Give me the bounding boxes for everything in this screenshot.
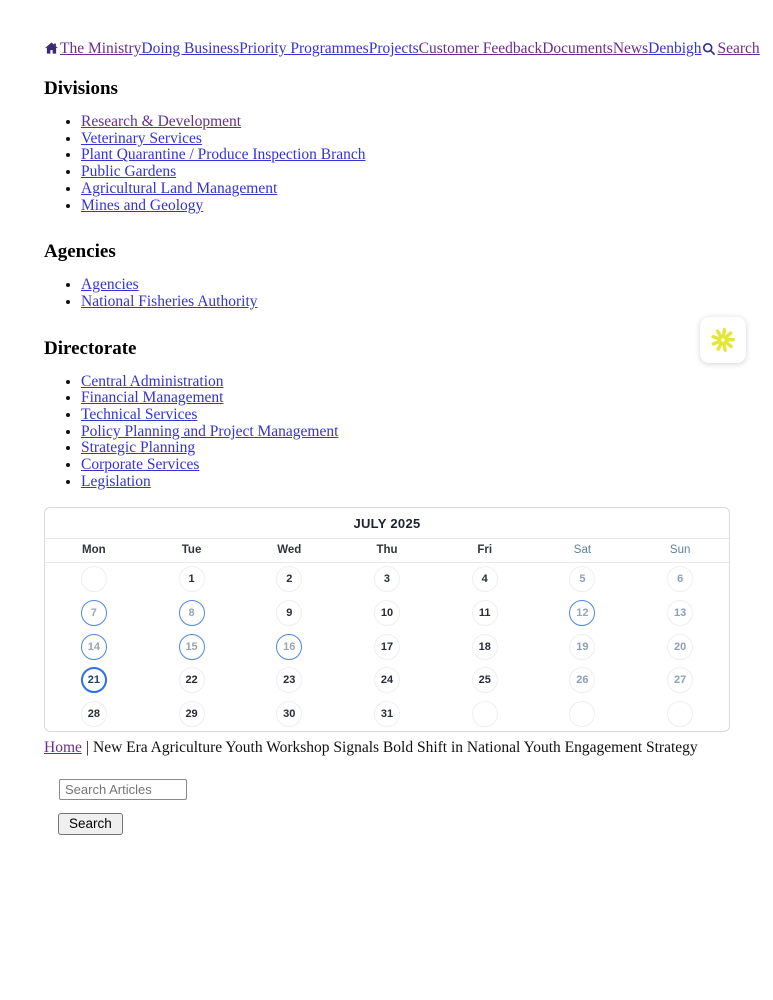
sections — [44, 78, 730, 491]
calendar-day-7[interactable]: 7 — [81, 600, 107, 626]
calendar-cell — [534, 663, 632, 697]
calendar-cell — [338, 596, 436, 630]
calendar-cell — [143, 697, 241, 731]
link-corporate-services[interactable]: Corporate Services — [81, 456, 200, 474]
calendar-cell — [45, 596, 143, 630]
list-item — [81, 181, 730, 198]
calendar-day-17[interactable]: 17 — [374, 634, 400, 660]
list-item — [81, 114, 730, 131]
events-calendar — [44, 507, 730, 732]
link-national-fisheries-authority[interactable]: National Fisheries Authority — [81, 292, 258, 310]
nav-link-news[interactable]: News — [612, 40, 649, 57]
calendar-day-22[interactable]: 22 — [179, 667, 205, 693]
list-item — [81, 164, 730, 181]
calendar-day-13[interactable]: 13 — [667, 600, 693, 626]
calendar-dayname-mon: Mon — [82, 544, 106, 557]
nav-link-projects[interactable]: Projects — [368, 40, 419, 57]
accessibility-widget-button[interactable] — [700, 317, 746, 363]
calendar-day-18[interactable]: 18 — [472, 634, 498, 660]
list-item — [81, 407, 730, 424]
calendar-cell — [143, 663, 241, 697]
calendar-day-25[interactable]: 25 — [472, 667, 498, 693]
calendar-month-title: JULY 2025 — [45, 508, 729, 539]
list-item — [81, 390, 730, 407]
calendar-day-26[interactable]: 26 — [569, 667, 595, 693]
asterisk-icon — [708, 325, 738, 355]
nav-link-customer-feedback[interactable]: Customer Feedback — [418, 40, 543, 57]
section-list-directorate — [44, 374, 730, 491]
list-item — [81, 457, 730, 474]
calendar-cell — [631, 663, 729, 697]
link-technical-services[interactable]: Technical Services — [81, 406, 198, 424]
calendar-cell — [436, 630, 534, 664]
link-policy-planning-and-project-management[interactable]: Policy Planning and Project Management — [81, 422, 339, 440]
calendar-cell — [143, 596, 241, 630]
breadcrumb-home-link[interactable]: Home — [44, 738, 82, 756]
calendar-day-24[interactable]: 24 — [374, 667, 400, 693]
calendar-cell — [338, 630, 436, 664]
link-mines-and-geology[interactable]: Mines and Geology — [81, 196, 204, 214]
breadcrumb-page-title: New Era Agriculture Youth Workshop Signals Bold Shift in National Youth Engagement Strategy — [93, 738, 698, 756]
calendar-day-31[interactable]: 31 — [374, 701, 400, 727]
link-financial-management[interactable]: Financial Management — [81, 389, 224, 407]
home-icon — [44, 41, 59, 56]
calendar-day-21[interactable]: 21 — [81, 667, 107, 693]
calendar-empty-day — [569, 701, 595, 727]
link-central-administration[interactable]: Central Administration — [81, 372, 224, 390]
calendar-cell — [240, 630, 338, 664]
section-heading-divisions: Divisions — [44, 78, 118, 100]
calendar-dayname-sun: Sun — [669, 544, 691, 557]
calendar-day-29[interactable]: 29 — [179, 701, 205, 727]
link-public-gardens[interactable]: Public Gardens — [81, 163, 177, 181]
link-legislation[interactable]: Legislation — [81, 472, 151, 490]
calendar-cell — [45, 630, 143, 664]
top-nav — [44, 40, 760, 57]
calendar-cell — [534, 697, 632, 731]
calendar-cell — [436, 596, 534, 630]
page-content — [44, 0, 760, 835]
calendar-cell — [631, 596, 729, 630]
calendar-cell — [631, 563, 729, 597]
list-item — [81, 131, 730, 148]
nav-search-label: Search — [717, 40, 760, 57]
calendar-dayname-wed: Wed — [277, 544, 302, 557]
calendar-day-4[interactable]: 4 — [472, 566, 498, 592]
list-item — [81, 424, 730, 441]
home-link[interactable] — [44, 41, 60, 56]
calendar-day-15[interactable]: 15 — [179, 634, 205, 660]
calendar-cell — [143, 630, 241, 664]
calendar-day-30[interactable]: 30 — [276, 701, 302, 727]
section-list-agencies — [44, 277, 730, 310]
nav-search-link[interactable] — [702, 40, 760, 57]
calendar-dayname-tue: Tue — [181, 544, 202, 557]
breadcrumb-separator: | — [85, 738, 89, 756]
search-button[interactable]: Search — [58, 813, 123, 835]
calendar-cell — [436, 563, 534, 597]
calendar-cell — [338, 697, 436, 731]
breadcrumb — [44, 739, 730, 757]
nav-link-doing-business[interactable]: Doing Business — [141, 40, 240, 57]
calendar-day-headers — [45, 539, 729, 563]
list-item — [81, 294, 730, 311]
link-plant-quarantine-produce-inspection-branch[interactable]: Plant Quarantine / Produce Inspection Branch — [81, 146, 366, 164]
calendar-day-28[interactable]: 28 — [81, 701, 107, 727]
nav-link-priority-programmes[interactable]: Priority Programmes — [239, 40, 369, 57]
calendar-day-5[interactable]: 5 — [569, 566, 595, 592]
calendar-day-19[interactable]: 19 — [569, 634, 595, 660]
search-icon — [702, 42, 716, 56]
calendar-cell — [534, 596, 632, 630]
link-agencies[interactable]: Agencies — [81, 276, 139, 294]
nav-link-denbigh[interactable]: Denbigh — [648, 40, 702, 57]
list-item — [81, 198, 730, 215]
article-search-form — [59, 779, 730, 835]
calendar-empty-day — [667, 701, 693, 727]
calendar-grid — [45, 563, 729, 731]
link-veterinary-services[interactable]: Veterinary Services — [81, 129, 202, 147]
calendar-cell — [534, 563, 632, 597]
calendar-day-6[interactable]: 6 — [667, 566, 693, 592]
calendar-cell — [631, 697, 729, 731]
calendar-cell — [45, 697, 143, 731]
nav-link-documents[interactable]: Documents — [542, 40, 613, 57]
link-research-development[interactable]: Research & Development — [81, 113, 242, 131]
calendar-cell — [240, 663, 338, 697]
calendar-day-3[interactable]: 3 — [374, 566, 400, 592]
link-strategic-planning[interactable]: Strategic Planning — [81, 439, 196, 457]
nav-link-the-ministry[interactable]: The Ministry — [60, 40, 142, 57]
calendar-day-23[interactable]: 23 — [276, 667, 302, 693]
calendar-cell — [240, 697, 338, 731]
calendar-empty-day — [472, 701, 498, 727]
calendar-cell — [436, 697, 534, 731]
calendar-cell — [45, 663, 143, 697]
link-agricultural-land-management[interactable]: Agricultural Land Management — [81, 179, 278, 197]
calendar-dayname-thu: Thu — [376, 544, 398, 557]
list-item — [81, 474, 730, 491]
calendar-day-27[interactable]: 27 — [667, 667, 693, 693]
calendar-dayname-fri: Fri — [477, 544, 493, 557]
calendar-cell — [240, 563, 338, 597]
calendar-cell — [45, 563, 143, 597]
section-list-divisions — [44, 114, 730, 214]
calendar-day-9[interactable]: 9 — [276, 600, 302, 626]
calendar-day-12[interactable]: 12 — [569, 600, 595, 626]
section-heading-directorate: Directorate — [44, 337, 137, 359]
calendar-day-14[interactable]: 14 — [81, 634, 107, 660]
calendar-dayname-sat: Sat — [573, 544, 592, 557]
search-articles-input[interactable] — [59, 779, 187, 800]
calendar-day-16[interactable]: 16 — [276, 634, 302, 660]
calendar-cell — [534, 630, 632, 664]
section-heading-agencies: Agencies — [44, 241, 116, 263]
calendar-day-20[interactable]: 20 — [667, 634, 693, 660]
list-item — [81, 440, 730, 457]
calendar-day-1[interactable]: 1 — [179, 566, 205, 592]
calendar-cell — [338, 563, 436, 597]
calendar-cell — [143, 563, 241, 597]
list-item — [81, 147, 730, 164]
calendar-day-2[interactable]: 2 — [276, 566, 302, 592]
calendar-cell — [436, 663, 534, 697]
calendar-cell — [338, 663, 436, 697]
list-item — [81, 277, 730, 294]
calendar-cell — [631, 630, 729, 664]
calendar-day-8[interactable]: 8 — [179, 600, 205, 626]
calendar-cell — [240, 596, 338, 630]
calendar-day-10[interactable]: 10 — [374, 600, 400, 626]
list-item — [81, 374, 730, 391]
calendar-day-11[interactable]: 11 — [472, 600, 498, 626]
calendar-empty-day — [81, 566, 107, 592]
